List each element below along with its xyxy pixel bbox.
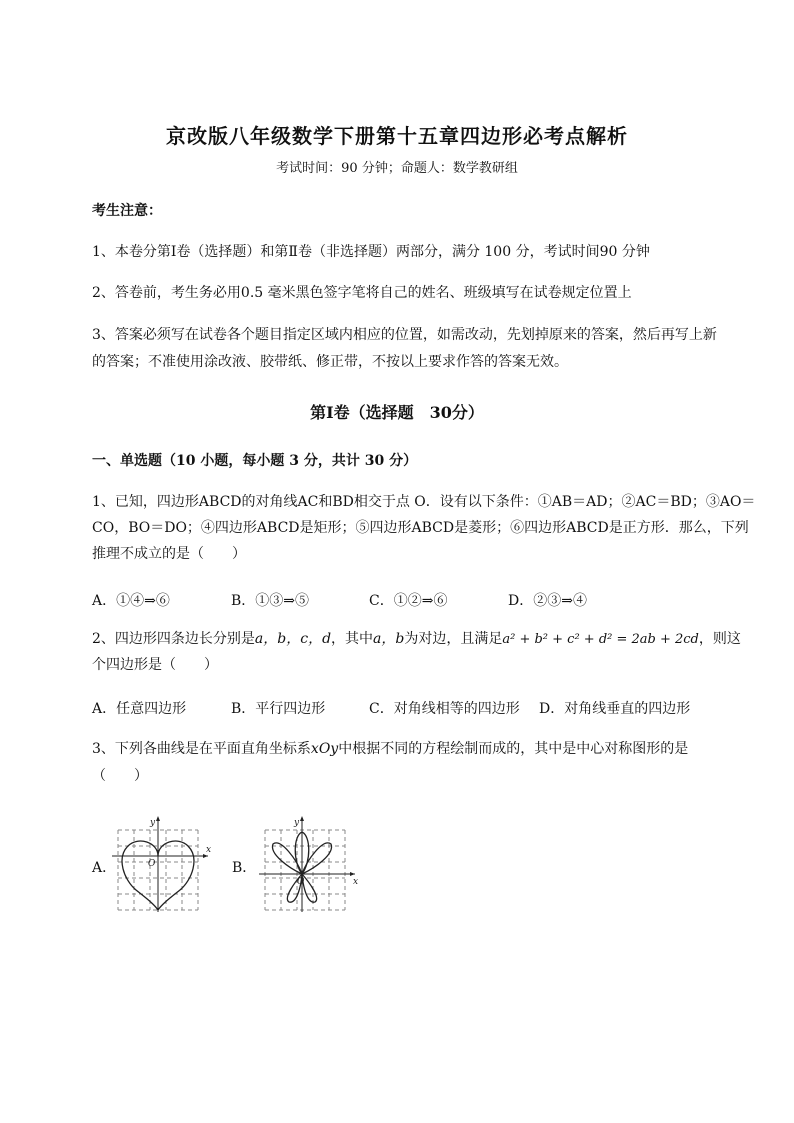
q2-text-post2: ，则这 [698, 631, 741, 647]
q2-text-post1: 为对边，且满足 [404, 631, 503, 647]
q3-line-2: （ ） [92, 768, 148, 784]
q3-option-b-label[interactable]: B． [232, 860, 257, 876]
q2-pair: a，b [373, 631, 405, 647]
y-label-a: y [150, 818, 156, 828]
q2-options [92, 698, 752, 718]
origin-label-b: O [297, 877, 305, 887]
q2-text-pre: 2、四边形四条边长分别是 [92, 631, 255, 647]
q3-figure-b[interactable] [255, 812, 363, 914]
q1-line-3: 推理不成立的是（ ） [92, 546, 246, 562]
y-arrow-a [156, 816, 160, 821]
q3-line-1 [92, 734, 752, 764]
x-label-b: x [353, 877, 359, 887]
page-title: 京改版八年级数学下册第十五章四边形必考点解析 [166, 124, 628, 148]
section-heading: 一、单选题（10 小题，每小题 3 分，共计 30 分） [92, 453, 418, 469]
y-label-b: y [294, 818, 300, 828]
notice-item-1: 1、本卷分第Ⅰ卷（选择题）和第Ⅱ卷（非选择题）两部分，满分 100 分，考试时间90 分钟 [92, 244, 650, 260]
q2-option-b[interactable]: B．平行四边形 [231, 701, 326, 717]
q1-option-d[interactable]: D．②③⇒④ [508, 593, 587, 609]
origin-label-a: O [148, 859, 156, 869]
notice-item-3-cont: 的答案；不准使用涂改液、胶带纸、修正带，不按以上要求作答的答案无效。 [92, 354, 568, 370]
q2-option-a[interactable]: A．任意四边形 [92, 701, 187, 717]
q2-option-c[interactable]: C．对角线相等的四边形 [369, 701, 520, 717]
q1-options [92, 590, 752, 610]
q3-text-pre: 3、下列各曲线是在平面直角坐标系 [92, 741, 311, 757]
q3-text-post: 中根据不同的方程绘制而成的，其中是中心对称图形的是 [338, 741, 689, 757]
q1-option-b[interactable]: B．①③⇒⑤ [231, 593, 310, 609]
notice-heading: 考生注意： [92, 203, 162, 219]
q3-option-a-label[interactable]: A． [92, 860, 117, 876]
q2-option-d[interactable]: D．对角线垂直的四边形 [539, 701, 691, 717]
q2-text-mid: ，其中 [331, 631, 374, 647]
x-label-a: x [206, 845, 212, 855]
q2-equation: a² + b² + c² + d² = 2ab + 2cd [502, 632, 699, 647]
notice-item-3: 3、答案必须写在试卷各个题目指定区域内相应的位置，如需改动，先划掉原来的答案，然后再写上新 [92, 327, 717, 343]
y-arrow-b [300, 816, 304, 821]
part1-title: 第Ⅰ卷（选择题 30分） [310, 403, 484, 422]
notice-item-2: 2、答卷前，考生务必用0.5 毫米黑色签字笔将自己的姓名、班级填写在试卷规定位置上 [92, 285, 632, 301]
q2-vars: a，b，c，d [254, 631, 332, 647]
q1-option-a[interactable]: A．①④⇒⑥ [92, 593, 170, 609]
x-arrow-b [350, 872, 355, 876]
q2-line-2: 个四边形是（ ） [92, 657, 218, 673]
q1-line-1: 1、已知，四边形ABCD的对角线AC和BD相交于点 O．设有以下条件：①AB＝AD；②AC＝BD；③AO＝ [92, 494, 756, 510]
exam-info: 考试时间：90 分钟；命题人：数学教研组 [276, 161, 518, 176]
q3-figure-a[interactable] [108, 812, 213, 914]
petal-upper-left [272, 843, 302, 874]
q1-line-2: CO，BO＝DO；④四边形ABCD是矩形；⑤四边形ABCD是菱形；⑥四边形ABCD是正方形．那么，下列 [92, 520, 749, 536]
q1-option-c[interactable]: C．①②⇒⑥ [369, 593, 448, 609]
petal-upper-right [302, 843, 332, 874]
q3-var: xOy [310, 741, 339, 757]
